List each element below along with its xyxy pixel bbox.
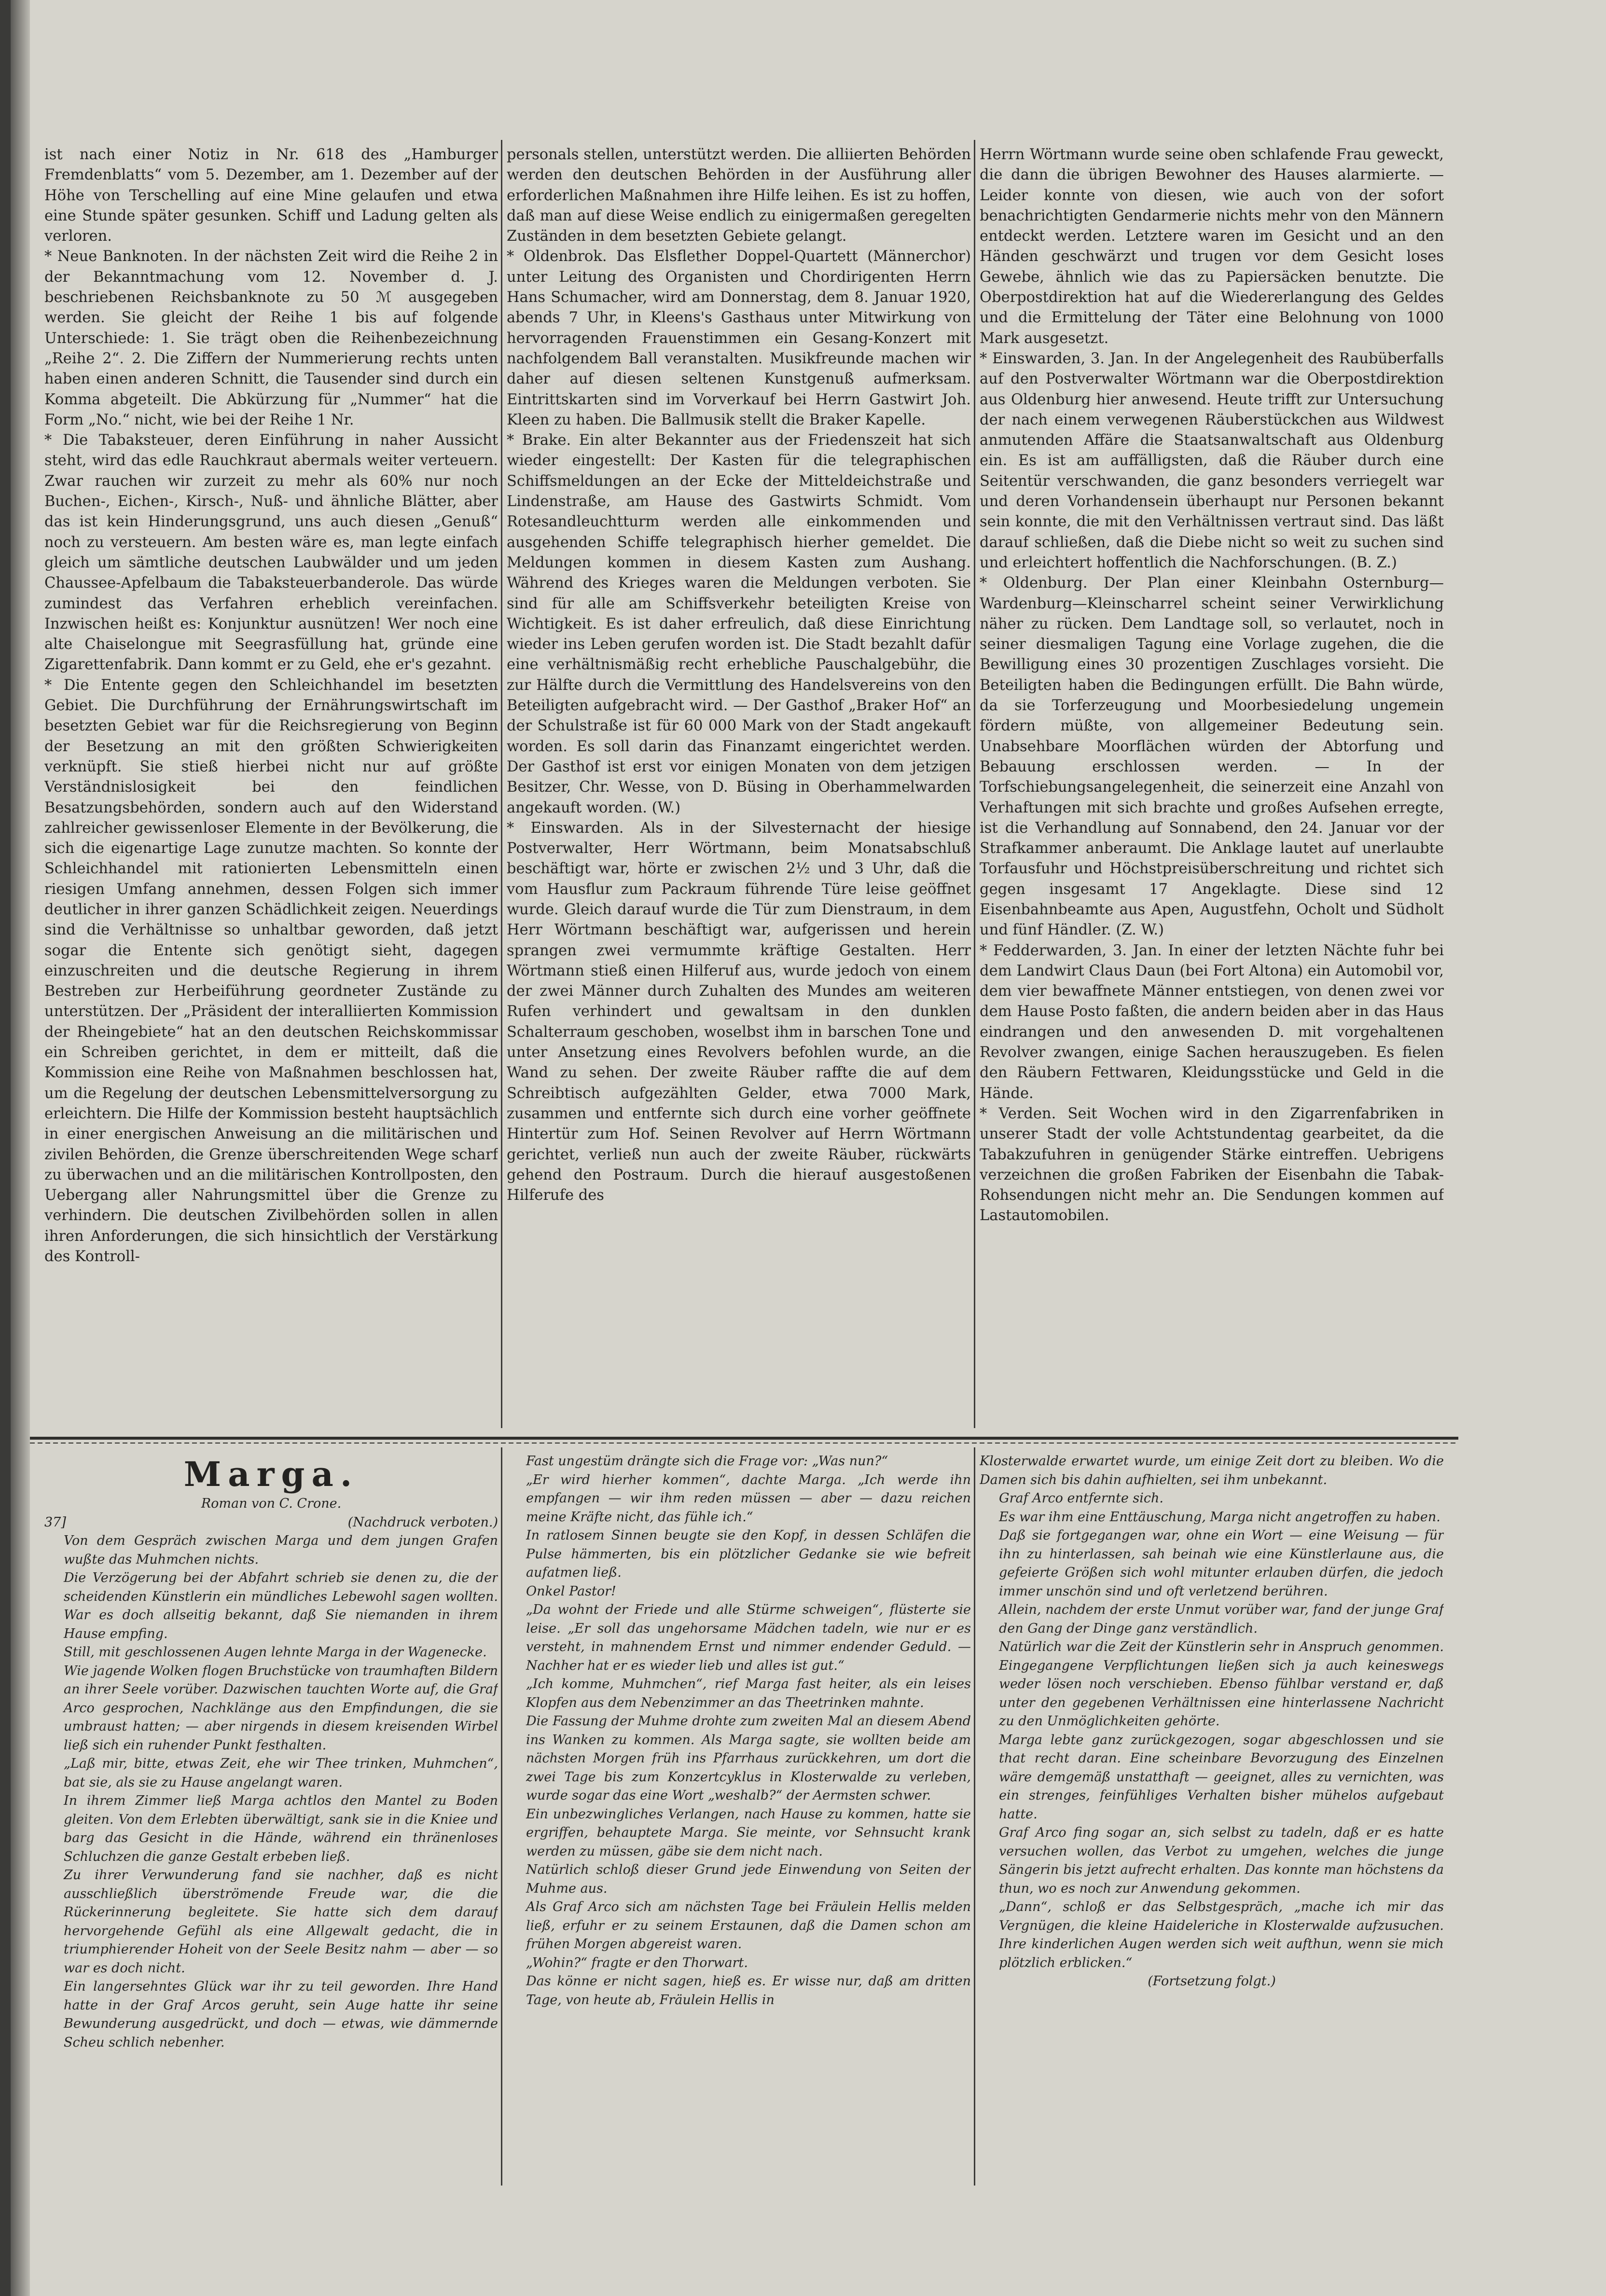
novel-paragraph: „Da wohnt der Friede und alle Stürme schweigen“, flüsterte sie leise. „Er soll das ungehorsame Mädchen tadeln, wie nur er es versteht, in mahnendem Ernst und nimmer endender Geduld. — Nachher hat er es wieder lieb und alles ist gut.“ xyxy=(526,1602,971,1673)
news-paragraph: * Neue Banknoten. In der nächsten Zeit wird die Reihe 2 in der Bekanntmachung vom 12. November d. J. beschriebenen Reichsbanknote zu 50 ℳ ausgegeben werden. Sie gleicht der Reihe 1 bis auf folgende Unterschiede: 1. Sie trägt oben die Reihenbezeichnung „Reihe 2“. 2. Die Ziffern der Nummerierung rechts unten haben einen anderen Schnitt, die Tausender sind durch ein Komma abgeteilt. Die Abkürzung für „Nummer“ hat die Form „No.“ nicht, wie bei der Reihe 1 Nr. xyxy=(44,248,498,428)
novel-paragraph: Von dem Gespräch zwischen Marga und dem jungen Grafen wußte das Muhmchen nichts. xyxy=(64,1533,498,1567)
news-paragraph: * Fedderwarden, 3. Jan. In einer der letzten Nächte fuhr bei dem Landwirt Claus Daun (bei Fort Altona) ein Automobil vor, dem vier bewaffnete Männer entstiegen, von denen zwei vor dem Hause Posto faßten, die andern beiden aber in das Haus eindrangen und den anwesenden D. mit vorgehaltenen Revolver zwangen, einige Sachen herauszugeben. Es fielen den Räubern Fettwaren, Kleidungsstücke und Geld in die Hände. xyxy=(980,942,1444,1102)
novel-column-2 xyxy=(507,1452,971,2186)
novel-paragraph: „Er wird hierher kommen“, dachte Marga. „Ich werde ihn empfangen — wir ihm reden müssen — aber — dazu reichen meine Kräfte nicht, das fühle ich.“ xyxy=(526,1472,971,1525)
novel-paragraph: Klosterwalde erwartet wurde, um einige Zeit dort zu bleiben. Wo die Damen sich bis dahin aufhielten, sei ihm unbekannt. xyxy=(980,1454,1444,1487)
installment-number: 37] xyxy=(44,1514,66,1530)
novel-paragraph: Natürlich schloß dieser Grund jede Einwendung von Seiten der Muhme aus. xyxy=(526,1862,971,1896)
news-paragraph: * Oldenburg. Der Plan einer Kleinbahn Osternburg—Wardenburg—Kleinscharrel scheint seiner Verwirklichung näher zu rücken. Dem Landtage soll, so verlautet, noch in seiner diesmaligen Tagung eine Vorlage zugehen, die die Bewilligung eines 30 prozentigen Zuschlages vorsieht. Die Beteiligten haben die Bedingungen erfüllt. Die Bahn würde, da sie Torferzeugung und Moorbesiedelung ungemein fördern müßte, von allgemeiner Bedeutung sein. Unabsehbare Moorflächen würden der Abtorfung und Bebauung erschlossen werden. — In der Torfschiebungsangelegenheit, die seinerzeit eine Anzahl von Verhaftungen mit sich brachte und großes Aufsehen erregte, ist die Verhandlung auf Sonnabend, den 24. Januar vor der Strafkammer anberaumt. Die Anklage lautet auf unerlaubte Torfausfuhr und Höchstpreisüberschreitung und richtet sich gegen insgesamt 17 Angeklagte. Diese sind 12 Eisenbahnbeamte aus Apen, Augustfehn, Ocholt und Südholt und fünf Händler. (Z. W.) xyxy=(980,575,1444,939)
novel-paragraph: Graf Arco entfernte sich. xyxy=(999,1491,1163,1506)
novel-paragraph: Natürlich war die Zeit der Künstlerin sehr in Anspruch genommen. Eingegangene Verpflichtungen ließen sich ja auch keineswegs weder lösen noch verschieben. Ebenso fühlbar verstand er, daß unter den gegebenen Verhältnissen eine hinterlassene Nachricht zu den Unmöglichkeiten gehörte. xyxy=(999,1639,1444,1729)
news-column-3 xyxy=(980,145,1444,1428)
column-rule xyxy=(974,1447,975,2186)
feuilleton-separator-dashes xyxy=(30,1443,1458,1444)
novel-subtitle: Roman von C. Crone. xyxy=(201,1496,342,1511)
novel-paragraph: Die Fassung der Muhme drohte zum zweiten Mal an diesem Abend ins Wanken zu kommen. Als Marga sagte, sie wollten beide am nächsten Morgen früh ins Pfarrhaus zurückkehren, um dort die zwei Tage bis zum Konzertcyklus in Klosterwalde zu verleben, wurde sogar das eine Wort „weshalb?“ der Aermsten schwer. xyxy=(526,1714,971,1803)
news-paragraph: * Verden. Seit Wochen wird in den Zigarrenfabriken in unserer Stadt der volle Achtstundentag gearbeitet, da die Tabakzufuhren in genügender Stärke eintreffen. Uebrigens verzeichnen die großen Fabriken der Eisenbahn die Tabak-Rohsendungen nicht mehr an. Die Sendungen kommen auf Lastautomobilen. xyxy=(980,1105,1444,1224)
novel-paragraph: Daß sie fortgegangen war, ohne ein Wort — eine Weisung — für ihn zu hinterlassen, sah beinah wie eine Künstlerlaune aus, die gefeierte Größen sich wohl mitunter erlauben dürfen, die jedoch immer unschön sind und oft verletzend berühren. xyxy=(999,1528,1444,1599)
news-paragraph: * Einswarden, 3. Jan. In der Angelegenheit des Raubüberfalls auf den Postverwalter Wörtmann war die Oberpostdirektion aus Oldenburg hier anwesend. Heute trifft zur Untersuchung der nach einem verwegenen Räuberstückchen aus Wildwest anmutenden Affäre die Staatsanwaltschaft aus Oldenburg ein. Es ist am auffälligsten, daß die Räuber durch eine Seitentür verschwanden, die ganz besonders verriegelt war und deren Vorhandensein überhaupt nur Personen bekannt sein konnte, die mit den Verhältnissen vertraut sind. Das läßt darauf schließen, daß die Diebe nicht so weit zu suchen sind und erleichtert hoffentlich die Nachforschungen. (B. Z.) xyxy=(980,350,1444,571)
novel-paragraph: Marga lebte ganz zurückgezogen, sogar abgeschlossen und sie that recht daran. Eine scheinbare Bevorzugung des Einzelnen wäre demgemäß unstatthaft — geeignet, alles zu vernichten, was ein strenges, feinfühliges Verhalten bisher mühelos aufgebaut hatte. xyxy=(999,1732,1444,1822)
news-column-1 xyxy=(44,145,498,1428)
news-paragraph: * Oldenbrok. Das Elsflether Doppel-Quartett (Männerchor) unter Leitung des Organisten und Chordirigenten Herrn Hans Schumacher, wird am Donnerstag, dem 8. Januar 1920, abends 7 Uhr, in Kleens's Gasthaus unter Mitwirkung von hervorragenden Frauenstimmen ein Gesang-Konzert mit nachfolgendem Ball veranstalten. Musikfreunde machen wir daher auf diesen seltenen Kunstgenuß aufmerksam. Eintrittskarten sind im Vorverkauf bei Herrn Gastwirt Joh. Kleen zu haben. Die Ballmusik stellt die Braker Kapelle. xyxy=(507,248,971,428)
novel-paragraph: „Wohin?“ fragte er den Thorwart. xyxy=(526,1955,748,1970)
news-paragraph: * Einswarden. Als in der Silvesternacht der hiesige Postverwalter, Herr Wörtmann, beim Monatsabschluß beschäftigt war, hörte er zwischen 2½ und 3 Uhr, daß die vom Hausflur zum Packraum führende Türe leise geöffnet wurde. Gleich darauf wurde die Tür zum Dienstraum, in dem Herr Wörtmann beschäftigt war, aufgerissen und herein sprangen zwei vermummte kräftige Gestalten. Herr Wörtmann stieß einen Hilferuf aus, wurde jedoch von einem der zwei Männer durch Zuhalten des Mundes am weiteren Rufen verhindert und gewaltsam in den dunklen Schalterraum geschoben, woselbst ihm in barschen Tone und unter Ansetzung eines Revolvers befohlen wurde, an die Wand zu sehen. Der zweite Räuber raffte die auf dem Schreibtisch aufgezählten Gelder, etwa 7000 Mark, zusammen und entfernte sich durch eine vorher geöffnete Hintertür zum Hof. Seinen Revolver auf Herrn Wörtmann gerichtet, verließ nun auch der zweite Räuber, rückwärts gehend den Postraum. Durch die hierauf ausgestoßenen Hilferufe des xyxy=(507,819,971,1204)
novel-column-3 xyxy=(980,1452,1444,2186)
novel-paragraph: Das könne er nicht sagen, hieß es. Er wisse nur, daß am dritten Tage, von heute ab, Fräulein Hellis in xyxy=(526,1974,971,2007)
novel-paragraph: „Laß mir, bitte, etwas Zeit, ehe wir Thee trinken, Muhmchen“, bat sie, als sie zu Hause angelangt waren. xyxy=(64,1756,498,1790)
news-column-2 xyxy=(507,145,971,1428)
novel-column-1 xyxy=(44,1452,498,2186)
novel-paragraph: Allein, nachdem der erste Unmut vorüber war, fand der junge Graf den Gang der Dinge ganz verständlich. xyxy=(999,1602,1444,1636)
novel-paragraph: Onkel Pastor! xyxy=(526,1583,616,1599)
novel-title: Marga. xyxy=(183,1454,359,1494)
reprint-notice: (Nachdruck verboten.) xyxy=(347,1514,498,1530)
novel-paragraph: Die Verzögerung bei der Abfahrt schrieb sie denen zu, die der scheidenden Künstlerin ein mündliches Lebewohl sagen wollten. War es doch allseitig bekannt, daß Sie niemanden in ihrem Hause empfing. xyxy=(64,1570,498,1641)
news-paragraph: * Die Entente gegen den Schleichhandel im besetzten Gebiet. Die Durchführung der Ernährungswirtschaft im besetzten Gebiet war für die Reichsregierung von Beginn der Besetzung an mit den größten Schwierigkeiten verknüpft. Sie stieß hierbei nicht nur auf größte Verständnislosigkeit bei den feindlichen Besatzungsbehörden, sondern auch auf den Widerstand zahlreicher gewissenloser Elemente in der Bevölkerung, die sich die eigenartige Lage zunutze machten. So konnte der Schleichhandel mit rationierten Lebensmitteln einen riesigen Umfang annehmen, dessen Folgen sich immer deutlicher in ihrer ganzen Schädlichkeit zeigen. Neuerdings sind die Verhältnisse so unhaltbar geworden, daß jetzt sogar die Entente sich genötigt sieht, dagegen einzuschreiten und die deutsche Regierung in ihrem Bestreben zur Herbeiführung geordneter Zustände zu unterstützen. Der „Präsident der interalliierten Kommission der Rheingebiete“ hat an den deutschen Reichskommissar ein Schreiben gerichtet, in dem er mitteilt, daß die Kommission eine Reihe von Maßnahmen beschlossen hat, um die Regelung der deutschen Lebensmittelversorgung zu erleichtern. Die Hilfe der Kommission besteht hauptsächlich in einer energischen Anweisung an die militärischen und zivilen Behörden, die Grenze überschreitenden Wege scharf zu überwachen und an die militärischen Kontrollposten, den Uebergang aller Nahrungsmittel über die Grenze zu verhindern. Die deutschen Zivilbehörden sollen in allen ihren Anforderungen, die sich hinsichtlich der Verstärkung des Kontroll- xyxy=(44,676,498,1265)
novel-paragraph: Fast ungestüm drängte sich die Frage vor: „Was nun?“ xyxy=(526,1454,888,1469)
novel-paragraph: Es war ihm eine Enttäuschung, Marga nicht angetroffen zu haben. xyxy=(999,1509,1440,1525)
news-paragraph: * Brake. Ein alter Bekannter aus der Friedenszeit hat sich wieder eingestellt: Der Kasten für die telegraphischen Schiffsmeldungen an der Ecke der Mitteldeichstraße und Lindenstraße, am Hause des Gastwirts Schmidt. Vom Rotesandleuchtturm werden alle einkommenden und ausgehenden Schiffe telegraphisch hierher gemeldet. Die Meldungen kommen in diesem Kasten zum Aushang. Während des Krieges waren die Meldungen verboten. Sie sind für alle am Schiffsverkehr beteiligten Kreise von Wichtigkeit. Es ist daher erfreulich, daß diese Einrichtung wieder ins Leben gerufen worden ist. Die Stadt bezahlt dafür eine verhältnismäßig recht erhebliche Pauschalgebühr, die zur Hälfte durch die Vermittlung des Handelsvereins von den Beteiligten aufgebracht wird. — Der Gasthof „Braker Hof“ an der Schulstraße ist für 60 000 Mark von der Stadt angekauft worden. Es soll darin das Finanzamt eingerichtet werden. Der Gasthof ist erst vor einigen Monaten von dem jetzigen Besitzer, Chr. Wesse, von D. Büsing in Oberhammelwarden angekauft worden. (W.) xyxy=(507,432,971,816)
column-rule xyxy=(974,140,975,1428)
novel-paragraph: Still, mit geschlossenen Augen lehnte Marga in der Wagenecke. xyxy=(64,1645,487,1660)
novel-paragraph: Als Graf Arco sich am nächsten Tage bei Fräulein Hellis melden ließ, erfuhr er zu seinem Erstaunen, daß die Damen schon am frühen Morgen abgereist waren. xyxy=(526,1899,971,1952)
news-paragraph: Herrn Wörtmann wurde seine oben schlafende Frau geweckt, die dann die übrigen Bewohner des Hauses alarmierte. — Leider konnte von diesen, wie auch von der sofort benachrichtigten Gendarmerie nichts mehr von den Männern entdeckt werden. Letztere waren im Gesicht und an den Händen geschwärzt und trugen vor dem Gesicht loses Gewebe, ähnlich wie das zu Papiersäcken benutzte. Die Oberpostdirektion hat auf die Wiedererlangung des Geldes und die Ermittelung der Täter eine Belohnung von 1000 Mark ausgesetzt. xyxy=(980,146,1444,347)
news-paragraph: personals stellen, unterstützt werden. Die alliierten Behörden werden den deutschen Behörden in der Ausführung aller erforderlichen Maßnahmen ihre Hilfe leihen. Es ist zu hoffen, daß man auf diese Weise endlich zu einigermaßen geregelten Zuständen in dem besetzten Gebiete gelangt. xyxy=(507,146,971,245)
novel-paragraph: Ein langersehntes Glück war ihr zu teil geworden. Ihre Hand hatte in der Graf Arcos geruht, sein Auge hatte ihr seine Bewunderung ausgedrückt, und doch — etwas, wie dämmernde Scheu schlich nebenher. xyxy=(64,1979,498,2050)
column-rule xyxy=(501,1447,502,2186)
novel-paragraph: „Ich komme, Muhmchen“, rief Marga fast heiter, als ein leises Klopfen aus dem Nebenzimmer an das Theetrinken mahnte. xyxy=(526,1677,971,1710)
news-paragraph: * Die Tabaksteuer, deren Einführung in naher Aussicht steht, wird das edle Rauchkraut abermals weiter verteuern. Zwar rauchen wir zurzeit zu mehr als 60% nur noch Buchen-, Eichen-, Kirsch-, Nuß- und ähnliche Blätter, aber das ist kein Hinderungsgrund, uns auch diesen „Genuß“ noch zu versteuern. Am besten wäre es, man legte einfach gleich um sämtliche deutschen Laubwälder und um jeden Chaussee-Apfelbaum die Tabaksteuerbanderole. Das würde zumindest das Verfahren erheblich vereinfachen. Inzwischen heißt es: Konjunktur ausnützen! Wer noch eine alte Chaiselongue mit Seegrasfüllung hat, gründe eine Zigarettenfabrik. Dann kommt er zu Geld, ehe er's gezahnt. xyxy=(44,432,498,674)
news-paragraph: ist nach einer Notiz in Nr. 618 des „Hamburger Fremdenblatts“ vom 5. Dezember, am 1. Dezember auf der Höhe von Terschelling auf eine Mine gelaufen und etwa eine Stunde später gesunken. Schiff und Ladung gelten als verloren. xyxy=(44,146,498,245)
feuilleton-separator xyxy=(30,1437,1458,1440)
newspaper-page xyxy=(11,0,1606,2296)
novel-paragraph: Ein unbezwingliches Verlangen, nach Hause zu kommen, hatte sie ergriffen, behauptete Marga. Sie meinte, vor Sehnsucht krank werden zu müssen, gäbe sie dem nicht nach. xyxy=(526,1806,971,1859)
continuation-note: (Fortsetzung folgt.) xyxy=(1148,1974,1276,1989)
novel-paragraph: Zu ihrer Verwunderung fand sie nachher, daß es nicht ausschließlich überströmende Freude war, die die Rückerinnerung begleitete. Sie hatte sich dem darauf hervorgehende Gefühl als eine Allgewalt gedacht, die in triumphierender Hoheit von der Seele Besitz nahm — aber — so war es doch nicht. xyxy=(64,1868,498,1976)
page-edge-shadow xyxy=(11,0,30,2296)
column-rule xyxy=(501,140,502,1428)
novel-paragraph: „Dann“, schloß er das Selbstgespräch, „mache ich mir das Vergnügen, die kleine Haideleriche in Klosterwalde aufzusuchen. Ihre kinderlichen Augen werden sich weit aufthun, wenn sie mich plötzlich erblicken.“ xyxy=(999,1899,1444,1970)
novel-paragraph: In ihrem Zimmer ließ Marga achtlos den Mantel zu Boden gleiten. Von dem Erlebten überwältigt, sank sie in die Kniee und barg das Gesicht in die Hände, während ein thränenloses Schluchzen die ganze Gestalt erbeben ließ. xyxy=(64,1793,498,1864)
novel-paragraph: Wie jagende Wolken flogen Bruchstücke von traumhaften Bildern an ihrer Seele vorüber. Dazwischen tauchten Worte auf, die Graf Arco gesprochen, Nachklänge aus den Empfindungen, die sie umbraust hatten; — aber nirgends in diesem kreisenden Wirbel ließ sich ein ruhender Punkt festhalten. xyxy=(64,1663,498,1753)
novel-paragraph: Graf Arco fing sogar an, sich selbst zu tadeln, daß er es hatte versuchen wollen, das Verbot zu umgehen, welches die junge Sängerin bis jetzt aufrecht erhalten. Das konnte man höchstens da thun, wo es noch zur Anwendung gekommen. xyxy=(999,1825,1444,1896)
novel-paragraph: In ratlosem Sinnen beugte sie den Kopf, in dessen Schläfen die Pulse hämmerten, bis ein plötzlicher Gedanke sie wie befreit aufatmen ließ. xyxy=(526,1528,971,1580)
novel-number-row xyxy=(44,1513,498,1532)
